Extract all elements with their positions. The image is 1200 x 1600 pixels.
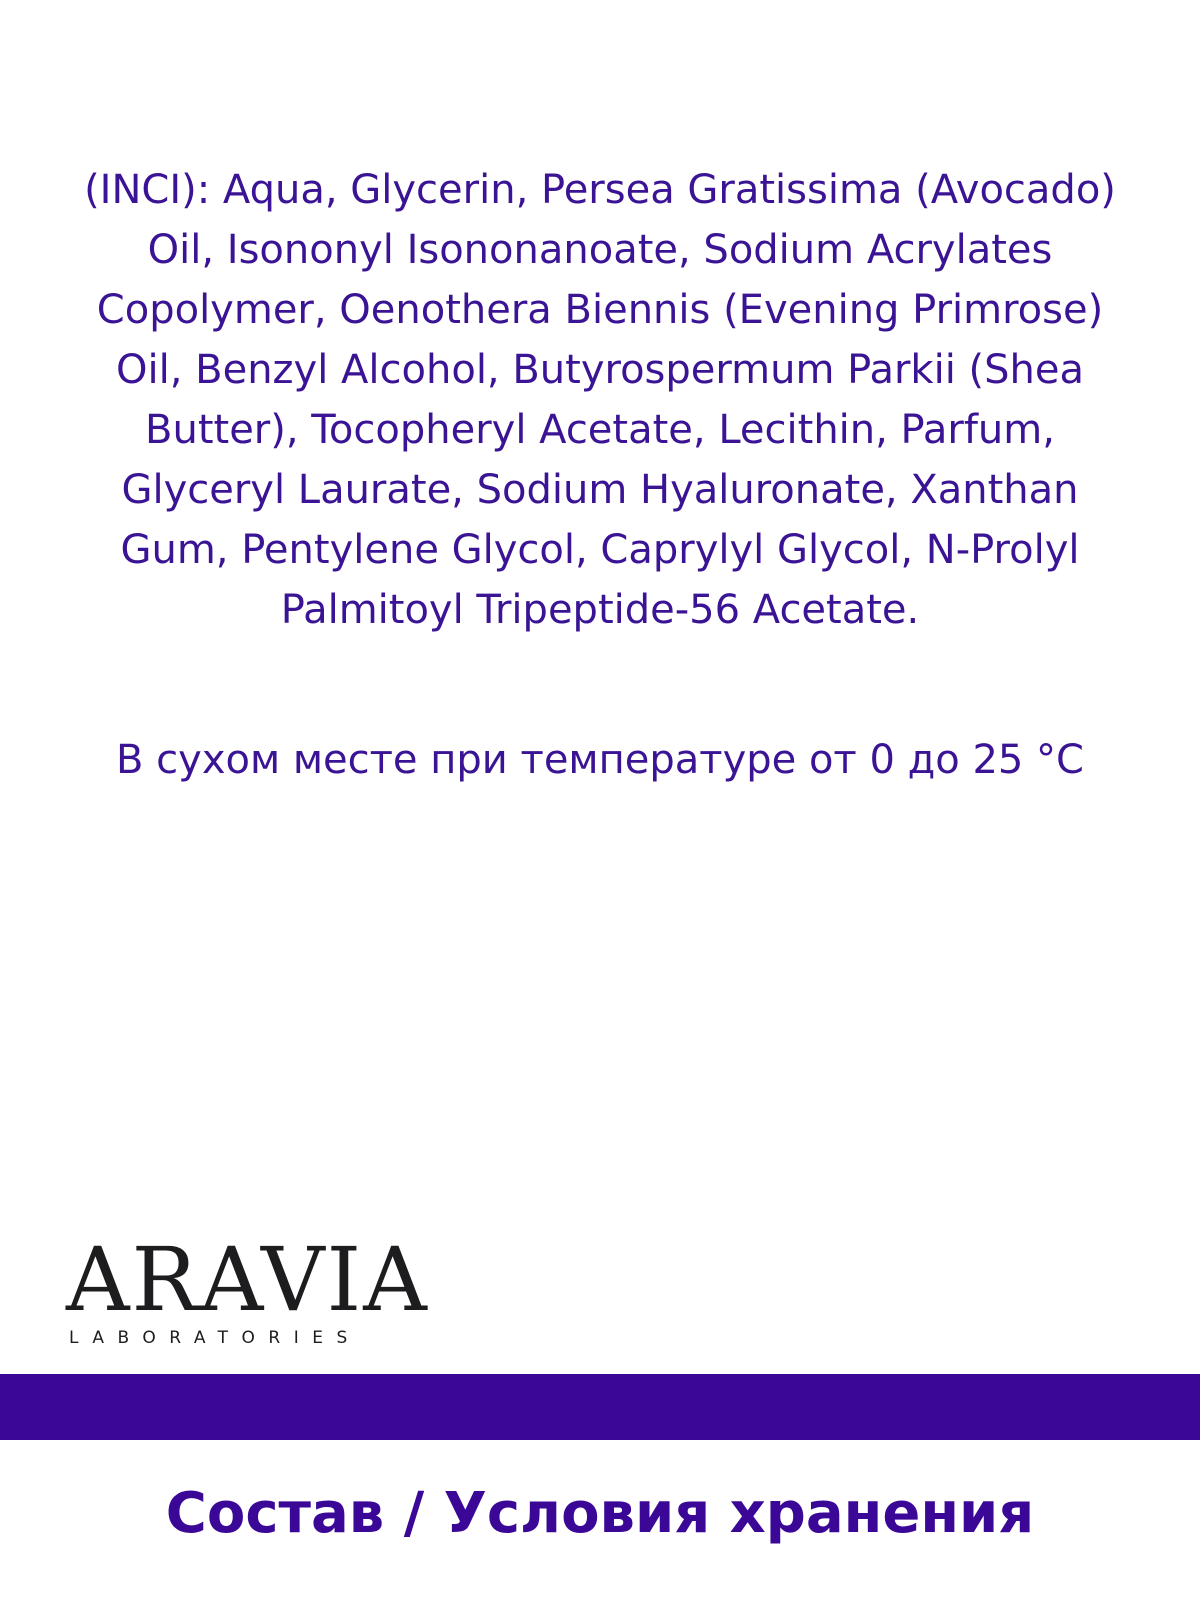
logo-brand-name: ARAVIA bbox=[66, 1228, 429, 1331]
ingredients-line: Gum, Pentylene Glycol, Caprylyl Glycol, N-Prolyl bbox=[120, 527, 1080, 573]
logo-subtitle: LABORATORIES bbox=[69, 1328, 361, 1348]
ingredients-line: Glyceryl Laurate, Sodium Hyaluronate, Xanthan bbox=[121, 467, 1079, 513]
accent-band bbox=[0, 1374, 1200, 1440]
storage-conditions-text: В сухом месте при температуре от 0 до 25 °С bbox=[116, 737, 1084, 783]
ingredients-line: (INCI): Aqua, Glycerin, Persea Gratissima (Avocado) bbox=[84, 167, 1116, 213]
ingredients-line: Palmitoyl Tripeptide-56 Acetate. bbox=[280, 587, 920, 633]
ingredients-text bbox=[40, 160, 1160, 640]
section-title: Состав / Условия хранения bbox=[165, 1481, 1035, 1546]
ingredients-line: Oil, Isononyl Isononanoate, Sodium Acrylates bbox=[147, 227, 1053, 273]
ingredients-line: Oil, Benzyl Alcohol, Butyrospermum Parkii (Shea bbox=[116, 347, 1084, 393]
ingredients-line: Copolymer, Oenothera Biennis (Evening Primrose) bbox=[96, 287, 1104, 333]
brand-logo bbox=[66, 1228, 429, 1348]
ingredients-line: Butter), Tocopheryl Acetate, Lecithin, Parfum, bbox=[145, 407, 1055, 453]
